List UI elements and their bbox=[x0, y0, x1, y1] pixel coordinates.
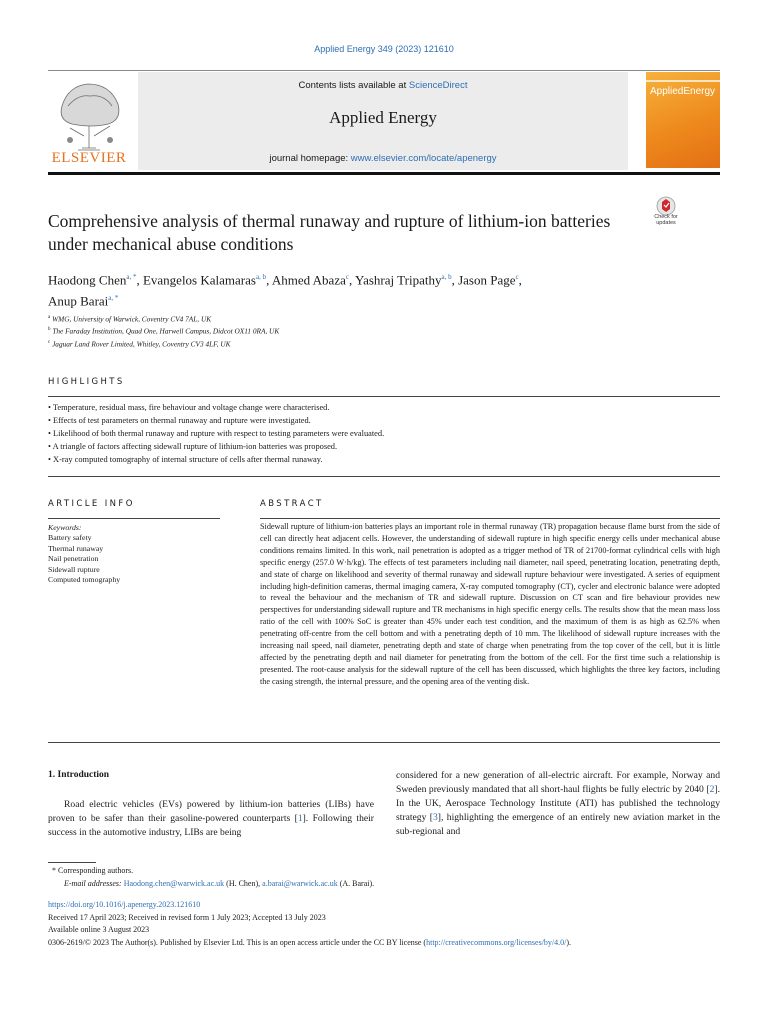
email-addresses: E-mail addresses: Haodong.chen@warwick.ac.uk (H. Chen), a.barai@warwick.ac.uk (A. Barai). bbox=[64, 879, 375, 888]
journal-name: Applied Energy bbox=[329, 108, 437, 127]
cover-title: AppliedEnergy bbox=[650, 86, 716, 97]
keywords-list bbox=[48, 533, 220, 586]
body-column-right: considered for a new generation of all-electric aircraft. For example, Norway and Sweden previously mandated that all short-haul flights be fully electric by 2040 [2]. In the UK, Aerospace Technology Institute (ATI) has published the technology strategy [3], highlighting the emergence of an entirely new aviation market in the sub-regional and bbox=[396, 770, 720, 837]
online-date: Available online 3 August 2023 bbox=[48, 925, 150, 934]
author-affil-sup[interactable]: a, b bbox=[441, 273, 452, 281]
author-name: Jason Page bbox=[458, 272, 516, 288]
affiliations bbox=[48, 312, 648, 349]
contents-line: Contents lists available at ScienceDirect bbox=[298, 80, 468, 91]
highlight-item: • Likelihood of both thermal runaway and rupture with respect to testing parameters were evaluated. bbox=[48, 429, 385, 438]
author-affil-sup[interactable]: a, * bbox=[126, 273, 137, 281]
author-affil-sup[interactable]: c bbox=[345, 273, 349, 281]
license-line: 0306-2619/© 2023 The Author(s). Published by Elsevier Ltd. This is an open access article under the CC BY license (http://creativecommons.org/licenses/by/4.0/). bbox=[48, 938, 572, 947]
header-top-rule bbox=[48, 70, 720, 71]
sciencedirect-link[interactable]: ScienceDirect bbox=[408, 80, 468, 91]
keyword-item: Sidewall rupture bbox=[48, 564, 100, 574]
highlight-item: • A triangle of factors affecting sidewall rupture of lithium-ion batteries was proposed. bbox=[48, 442, 338, 451]
highlights-rule-top bbox=[48, 396, 720, 397]
reference-link[interactable]: 3 bbox=[432, 812, 438, 823]
license-link[interactable]: http://creativecommons.org/licenses/by/4.0/ bbox=[426, 938, 567, 947]
journal-citation[interactable]: Applied Energy 349 (2023) 121610 bbox=[314, 44, 454, 54]
author-name: Yashraj Tripathy bbox=[355, 272, 442, 288]
article-title: Comprehensive analysis of thermal runaway and rupture of lithium-ion batteries under mechanical abuse conditions bbox=[48, 211, 611, 254]
homepage-link[interactable]: www.elsevier.com/locate/apenergy bbox=[350, 153, 497, 164]
abstract-text: Sidewall rupture of lithium-ion batteries plays an important role in thermal runaway (TR) propagation because flame burst from the side of cell can directly heat adjacent cells. However, the understanding of sidewall rupture in high specific energy cells under mechanical abuse conditions remains limited. In this work, nail penetration is adopted as a trigger method of TR of 21700-format cylindrical cells with high specific energy (257.0 W·h/kg). The effects of test parameters including nail diameter, nail speed, penetrating location, penetrating depth, and state of charge on likelihood and severity of thermal runaway and sidewall rupture behaviour were investigated. A series of equipment including high-definition cameras, thermal imaging camera, X-ray computed tomography (CT), cycler and electronic balance were adopted to reveal the behaviour and the mechanism of TR and sidewall rupture. Discussion on CT scan and fire behaviour provides new perspectives for understanding sidewall rupture and TR mechanisms in high specific energy cells. The results show that the mean mass loss ratio of the cell with 100% SoC is greater than 45% under each test condition, and the maximum of them is as high as 62.5% when penetrating off-centre from the cell bottom and with a penetrating depth of 10 mm. The likelihood of sidewall rupture increases with the increasing nail speed, nail diameter, penetrating depth and state of charge when penetrating from the top cover of the cell, but it is little affected by the penetrating depth and nail diameter for penetrating from the bottom of the cell. For the first time such a relationship is presented. The root-cause analysis for the sidewall rupture of the cell has been discussed, which highlights the three key factors, including the casing strength, the internal pressure, and the opening area of the venting disk. bbox=[260, 522, 720, 686]
body-column-left: Road electric vehicles (EVs) powered by lithium-ion batteries (LIBs) have proven to be safer than their gasoline-powered counterparts [1]. Following their success in the automotive industry, LIBs are being bbox=[48, 799, 375, 838]
keyword-item: Battery safety bbox=[48, 533, 92, 542]
keyword-item: Computed tomography bbox=[48, 575, 121, 584]
author-name: Evangelos Kalamaras bbox=[142, 272, 256, 288]
abstract-rule-bottom bbox=[48, 742, 720, 743]
affiliation-item: $^b$ The Faraday Institution, Quad One, Harwell Campus, Didcot OX11 0RA, UK bbox=[48, 326, 280, 336]
abstract-rule bbox=[260, 518, 720, 519]
highlight-item: • X-ray computed tomography of internal structure of cells after thermal runaway. bbox=[48, 455, 323, 464]
received-dates: Received 17 April 2023; Received in revised form 1 July 2023; Accepted 13 July 2023 bbox=[48, 913, 326, 922]
email-link[interactable]: Haodong.chen@warwick.ac.uk bbox=[123, 879, 225, 888]
author-affil-sup[interactable]: a, * bbox=[108, 294, 119, 303]
highlight-item: • Effects of test parameters on thermal runaway and rupture were investigated. bbox=[48, 416, 311, 425]
keywords-label: Keywords: bbox=[48, 523, 82, 532]
highlight-item: • Temperature, residual mass, fire behaviour and voltage change were characterised. bbox=[48, 403, 330, 412]
header-bottom-rule bbox=[48, 172, 720, 175]
homepage-line: journal homepage: www.elsevier.com/locate/apenergy bbox=[269, 153, 497, 164]
corresponding-authors-note: * Corresponding authors. bbox=[52, 866, 134, 875]
author-name: Anup Barai bbox=[48, 293, 109, 309]
check-for-updates-text[interactable]: Check for updates bbox=[654, 214, 678, 226]
author-affil-sup[interactable]: c bbox=[515, 273, 519, 281]
cover-stripe bbox=[646, 80, 720, 82]
article-info-heading: ARTICLE INFO bbox=[48, 499, 135, 509]
highlights-list bbox=[48, 401, 720, 466]
email-link[interactable]: a.barai@warwick.ac.uk bbox=[262, 879, 338, 888]
highlights-rule-bottom bbox=[48, 476, 720, 477]
reference-link[interactable]: 1 bbox=[297, 813, 303, 824]
elsevier-wordmark: ELSEVIER bbox=[51, 150, 127, 166]
affiliation-item: $^c$ Jaguar Land Rover Limited, Whitley, Coventry CV3 4LF, UK bbox=[48, 339, 231, 349]
author-list: Haodong Chen$^{a, *}$, Evangelos Kalamaras$^{a, b}$, Ahmed Abaza$^c$, Yashraj Tripathy$^{a, b}$, Jason Page$^c$, Anup Barai$^{a, *}$ bbox=[48, 272, 522, 309]
author-name: Haodong Chen bbox=[48, 272, 127, 288]
keyword-item: Thermal runaway bbox=[48, 543, 104, 553]
footnote-rule bbox=[48, 862, 96, 863]
doi-link[interactable]: https://doi.org/10.1016/j.apenergy.2023.121610 bbox=[48, 900, 201, 909]
reference-link[interactable]: 2 bbox=[709, 784, 715, 795]
author-name: Ahmed Abaza bbox=[271, 272, 346, 288]
article-info-rule bbox=[48, 518, 220, 519]
affiliation-item: $^a$ WMG, University of Warwick, Coventry CV4 7AL, UK bbox=[48, 314, 212, 324]
highlights-heading: HIGHLIGHTS bbox=[48, 377, 125, 387]
abstract-heading: ABSTRACT bbox=[260, 499, 324, 509]
keyword-item: Nail penetration bbox=[48, 554, 99, 563]
section-heading-introduction: 1. Introduction bbox=[48, 770, 110, 780]
author-affil-sup[interactable]: a, b bbox=[255, 273, 267, 281]
